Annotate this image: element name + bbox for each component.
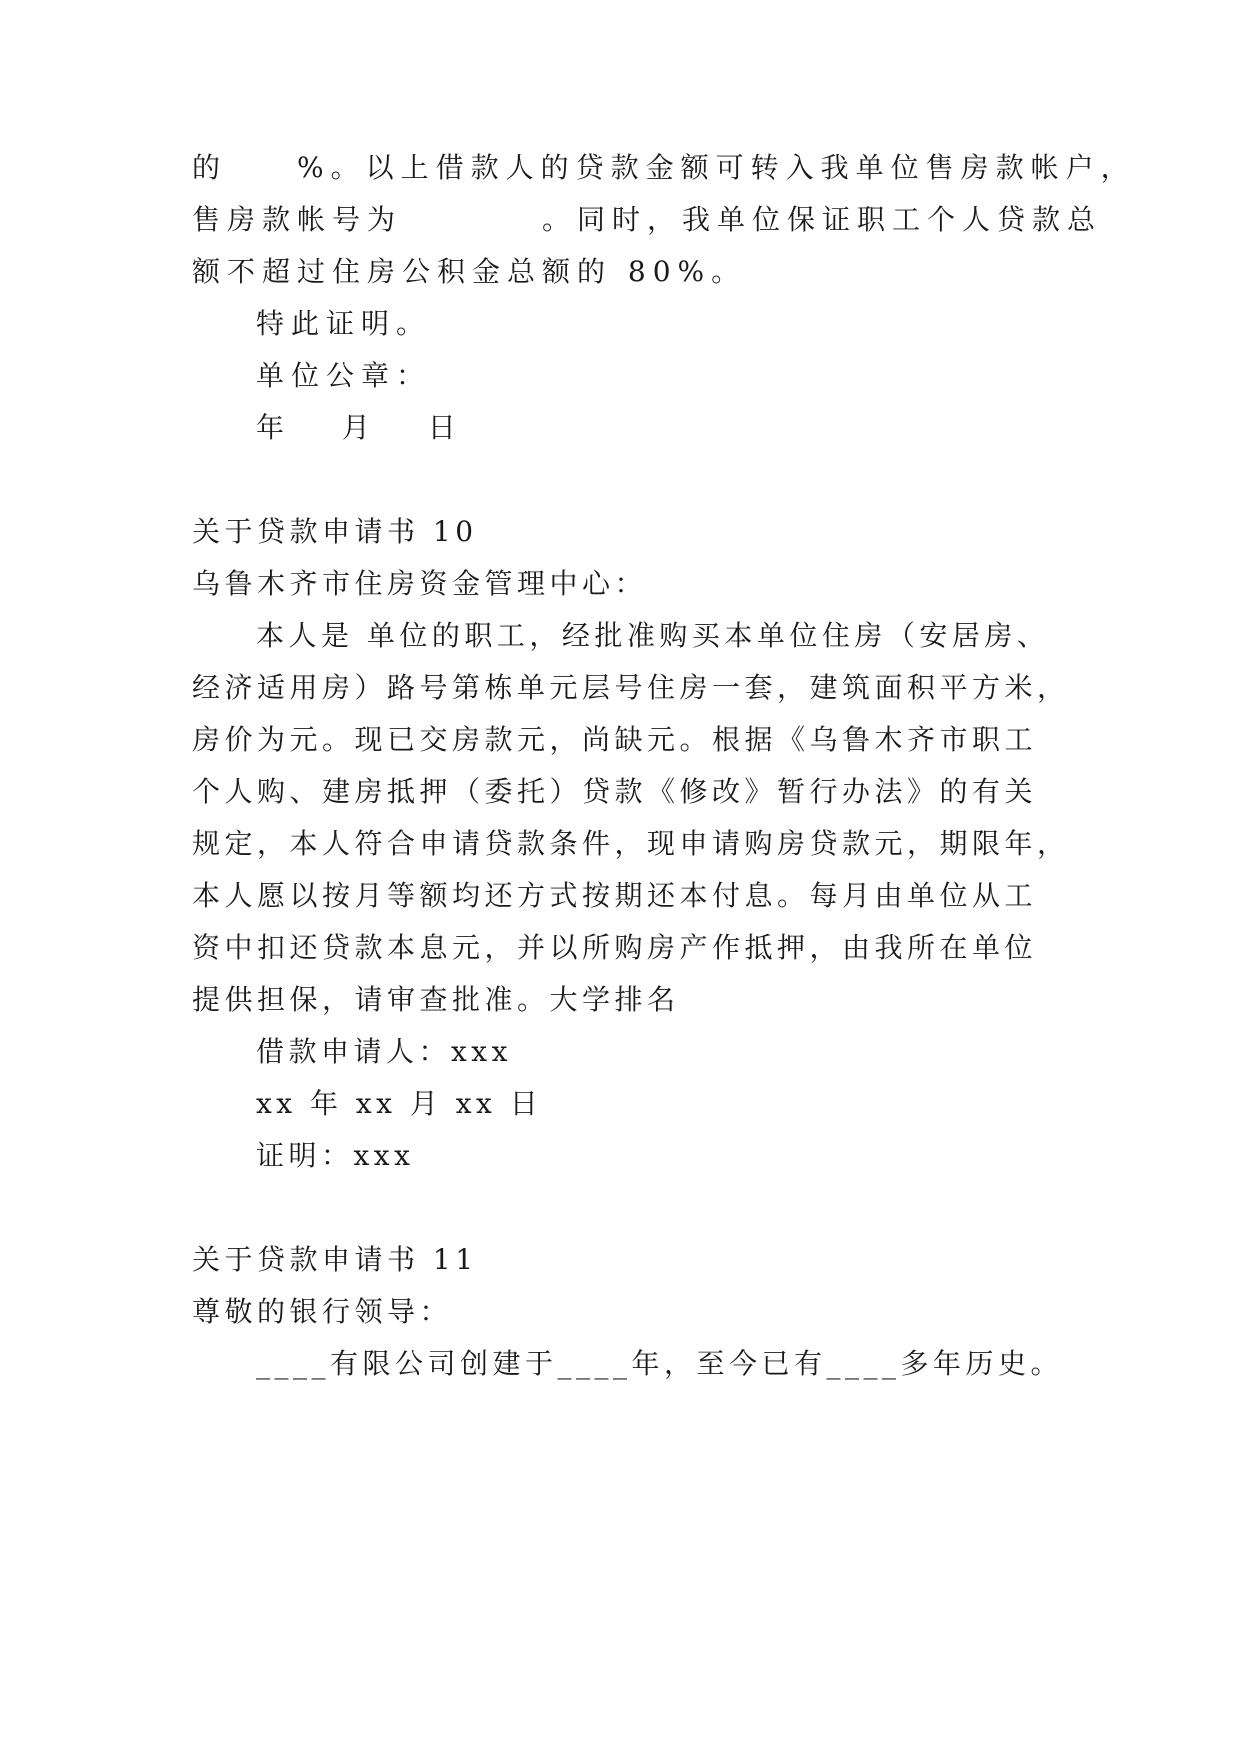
addressee: 尊敬的银行领导：	[192, 1295, 453, 1328]
addressee: 乌鲁木齐市住房资金管理中心：	[192, 567, 648, 600]
applicant-line: 借款申请人：xxx	[256, 1035, 512, 1068]
closing-text: 特此证明。	[256, 307, 432, 340]
body-line: 提供担保，请审查批准。大学排名	[192, 983, 680, 1016]
proof-line: 证明：xxx	[256, 1139, 415, 1172]
seal-label: 单位公章：	[256, 359, 432, 392]
body-line: 个人购、建房抵押（委托）贷款《修改》暂行办法》的有关	[192, 775, 1038, 808]
body-line: 本人是 单位的职工，经批准购买本单位住房（安居房、	[256, 619, 1050, 652]
date-line: 年 月 日	[256, 411, 463, 444]
body-line: 额不超过住房公积金总额的 80%。	[192, 255, 747, 288]
body-line: 的 %。以上借款人的贷款金额可转入我单位售房款帐户，	[192, 151, 1136, 184]
date-line: xx 年 xx 月 xx 日	[256, 1087, 543, 1120]
section-title: 关于贷款申请书 11	[192, 1243, 478, 1276]
section-title: 关于贷款申请书 10	[192, 515, 478, 548]
body-line: 经济适用房）路号第栋单元层号住房一套，建筑面积平方米，	[192, 671, 1070, 704]
body-line: 售房款帐号为 。同时，我单位保证职工个人贷款总	[192, 203, 1103, 236]
body-line: 本人愿以按月等额均还方式按期还本付息。每月由单位从工	[192, 879, 1038, 912]
body-line: 房价为元。现已交房款元，尚缺元。根据《乌鲁木齐市职工	[192, 723, 1038, 756]
body-line: ____有限公司创建于____年，至今已有____多年历史。	[256, 1347, 1064, 1380]
body-line: 资中扣还贷款本息元，并以所购房产作抵押，由我所在单位	[192, 931, 1038, 964]
body-line: 规定，本人符合申请贷款条件，现申请购房贷款元，期限年，	[192, 827, 1070, 860]
